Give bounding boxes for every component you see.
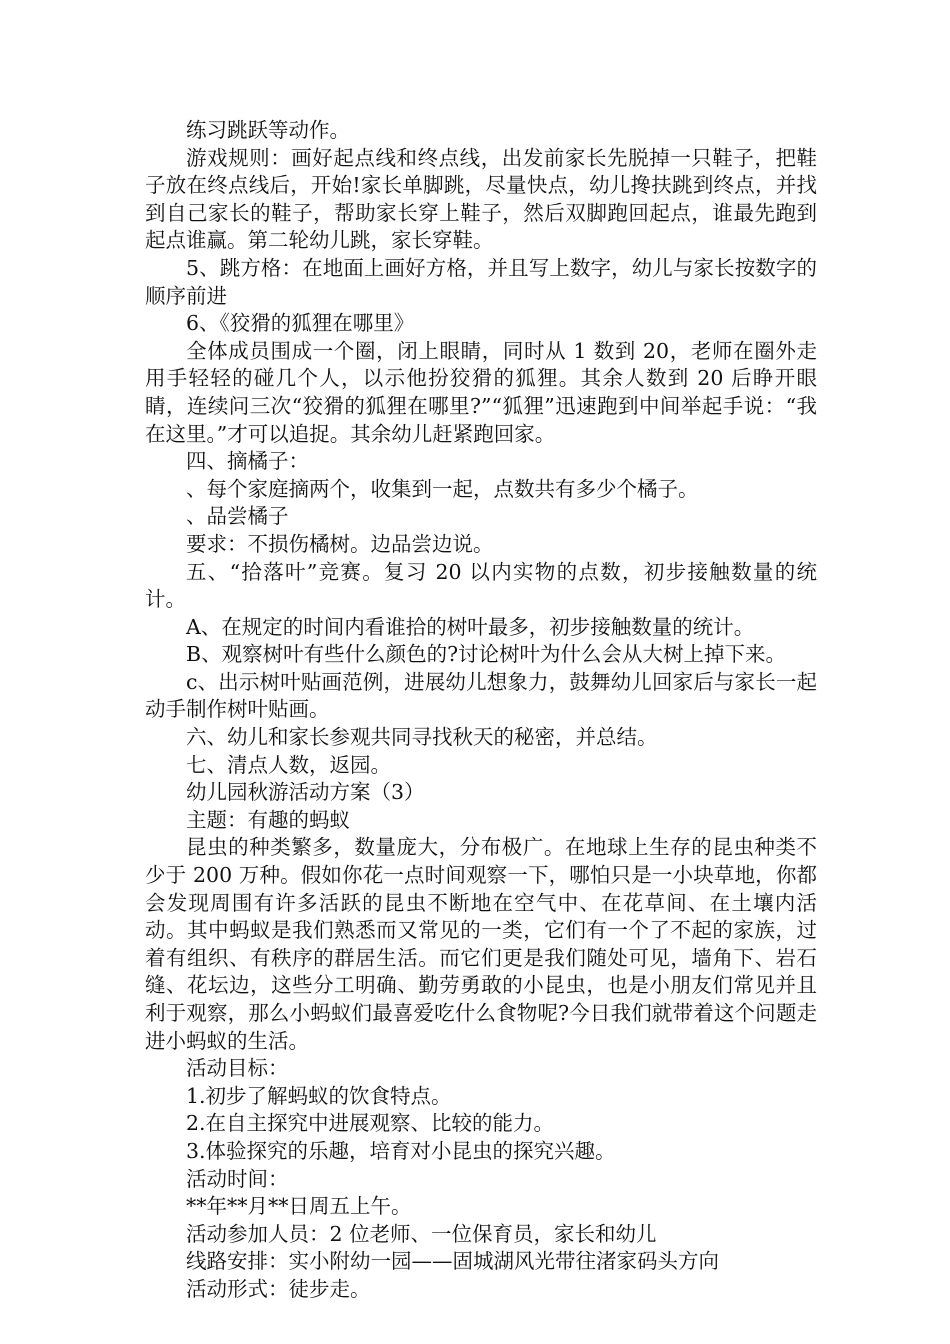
paragraph: 游戏规则：画好起点线和终点线，出发前家长先脱掉一只鞋子，把鞋子放在终点线后，开始!家长单脚跳，尽量快点，幼儿搀扶跳到终点，并找到自己家长的鞋子，帮助家长穿上鞋子，然后双脚跑回起点，谁最先跑到起点谁赢。第二轮幼儿跳，家长穿鞋。 [145,145,817,253]
paragraph: 要求：不损伤橘树。边品尝边说。 [186,531,494,556]
paragraph: 、品尝橘子 [186,504,289,529]
paragraph: B、观察树叶有些什么颜色的?讨论树叶为什么会从大树上掉下来。 [186,642,787,667]
paragraph: 、每个家庭摘两个，收集到一起，点数共有多少个橘子。 [186,476,699,501]
section-title: 幼儿园秋游活动方案（3） [186,780,425,805]
paragraph: 活动形式：徒步走。 [186,1276,371,1301]
list-item: 2.在自主探究中进展观察、比较的能力。 [186,1111,555,1136]
list-item: 3.体验探究的乐趣，培育对小昆虫的探究兴趣。 [186,1138,616,1163]
paragraph: c、出示树叶贴画范例，进展幼儿想象力，鼓舞幼儿回家后与家长一起动手制作树叶贴画。 [145,669,817,722]
paragraph: 6、《狡猾的狐狸在哪里》 [186,311,415,336]
paragraph: 线路安排：实小附幼一园——固城湖风光带往渚家码头方向 [186,1249,719,1274]
paragraph: 活动目标： [186,1056,289,1081]
paragraph: 昆虫的种类繁多，数量庞大，分布极广。在地球上生存的昆虫种类不少于 200 万种。假如你花一点时间观察一下，哪怕只是一小块草地，你都会发现周围有许多活跃的昆虫不断地在空气中、在花草间、在土壤内活动。其中蚂蚁是我们熟悉而又常见的一类，它们有一个了不起的家族，过着有组织、有秩序的群居生活。而它们更是我们随处可见，墙角下、岩石缝、花坛边，这些分工明确、勤劳勇敢的小昆虫，也是小朋友们常见并且利于观察，那么小蚂蚁们最喜爱吃什么食物呢?今日我们就带着这个问题走进小蚂蚁的生活。 [145,835,817,1053]
paragraph: 五、“拾落叶”竞赛。复习 20 以内实物的点数，初步接触数量的统计。 [145,559,817,612]
paragraph: **年**月**日周五上午。 [186,1194,412,1219]
paragraph: 全体成员围成一个圈，闭上眼睛，同时从 1 数到 20，老师在圈外走用手轻轻的碰几个人，以示他扮狡猾的狐狸。其余人数到 20 后睁开眼睛，连续问三次“狡猾的狐狸在哪里?”“狐狸”迅速跑到中间举起手说：“我在这里。”才可以追捉。其余幼儿赶紧跑回家。 [145,338,817,446]
paragraph: 六、幼儿和家长参观共同寻找秋天的秘密，并总结。 [186,725,658,750]
paragraph: 活动参加人员：2 位老师、一位保育员，家长和幼儿 [186,1221,657,1246]
paragraph: 活动时间： [186,1166,289,1191]
paragraph: A、在规定的时间内看谁拾的树叶最多，初步接触数量的统计。 [186,614,755,639]
document-body [145,117,817,1304]
list-item: 1.初步了解蚂蚁的饮食特点。 [186,1083,452,1108]
paragraph: 5、跳方格：在地面上画好方格，并且写上数字，幼儿与家长按数字的顺序前进 [145,255,817,308]
paragraph: 练习跳跃等动作。 [186,118,350,142]
paragraph: 七、清点人数，返园。 [186,752,391,777]
paragraph: 四、摘橘子： [186,449,309,474]
paragraph: 主题：有趣的蚂蚁 [186,807,350,832]
